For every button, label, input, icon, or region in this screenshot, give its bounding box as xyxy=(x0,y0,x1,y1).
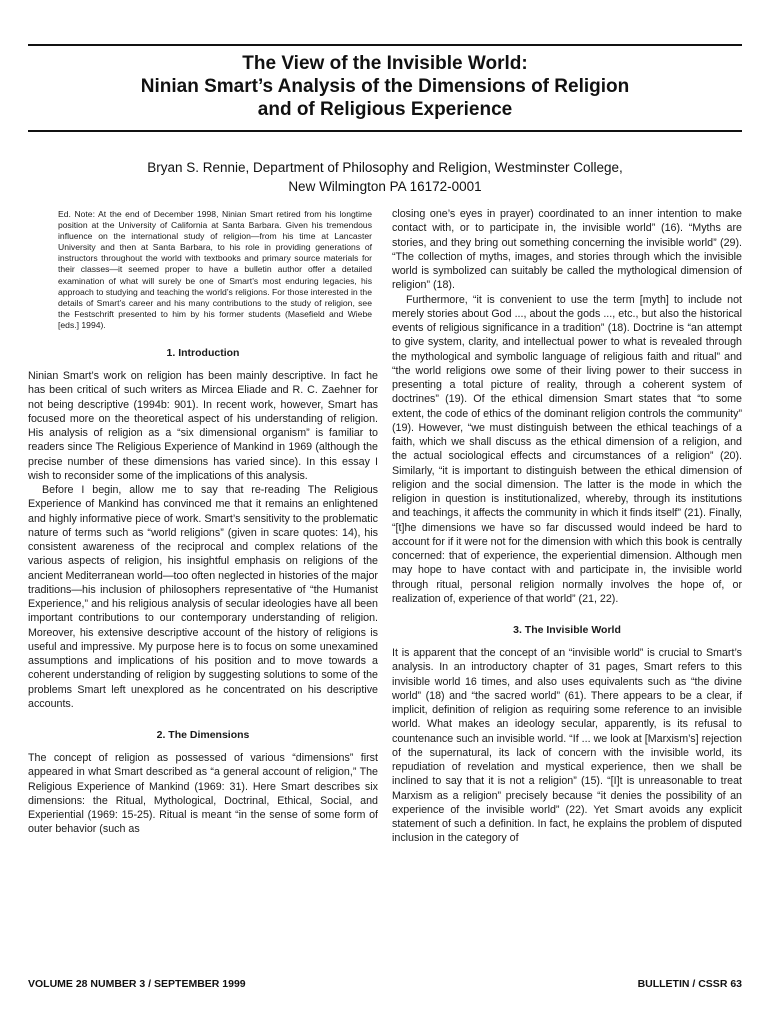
editor-note: Ed. Note: At the end of December 1998, Ninian Smart retired from his longtime position at the University of California at Santa Barbara. Given his tremendous influence on the international study of religion—from his time at Lancaster University and then at Santa Barbara, to his role in providing generations of instructors throughout the world with textbooks and primary source materials for their classes—it seemed proper to have a bulletin author offer a detailed examination of what will surely be one of Smart’s most enduring legacies, his approach to studying and teaching the world’s religions. For those interested in the details of Smart’s career and his many contributions to the study of religion, see the Festschrift presented to him by his former students (Masefield and Wiebe [eds.] 1994). xyxy=(58,209,372,330)
section-heading-invisible-world: 3. The Invisible World xyxy=(513,624,621,636)
dimensions-continued-paragraph-1: closing one’s eyes in prayer) coordinated to an inner intention to make contact with, or to participate in, the invisible world” (16). “Myths are stories, and they bring out something concerning the invisible world” (29). “The collection of myths, images, and stories through which the invisible world is symbolized can suitably be called the mythological dimension of religion” (18). xyxy=(392,208,742,292)
intro-paragraph-1: Ninian Smart’s work on religion has been mainly descriptive. In fact he has been critical of such writers as Mircea Eliade and R. C. Zaehner for not being descriptive (1994b: 901). In recent work, however, Smart has focused more on the theoretical aspect of his understanding of religion. His analysis of religion as a “six dimensional organism” is familiar to readers since The Religious Experience of Mankind in 1969 (although the precise number of these dimensions has varied since). In this essay I wish to reconsider some of the implications of this analysis. xyxy=(28,370,378,482)
author-byline xyxy=(28,158,742,196)
section-heading-introduction: 1. Introduction xyxy=(166,347,240,360)
left-column xyxy=(28,209,378,837)
right-column xyxy=(392,207,742,846)
intro-paragraph-2: Before I begin, allow me to say that re-reading The Religious Experience of Mankind has convinced me that it remains an enlightened and highly informative piece of work. Smart’s sensitivity to the problematic nature of terms such as “world religions” (given in scare quotes: 14), his consistent awareness of the reciprocal and complex relations of the various aspects of religion, his insightful emphasis on religions of the ancient Mediterranean world—too often neglected in histories of the major traditions—his inclusion of philosophers representative of “the Humanist Experience,” and his religious analysis of secular ideologies have all been important contributions to our contemporary understanding of religion. Moreover, his extensive descriptive account of the history of religions is useful and impressive. My purpose here is to focus on some unexamined assumptions and implications of his position and to move towards a coherent understanding of religion by suggesting solutions to some of the problems Smart left unexplored as he concentrated on his descriptive accounts. xyxy=(28,484,378,710)
title-line-2: Ninian Smart’s Analysis of the Dimensions of Religion xyxy=(140,76,630,97)
byline-line-1: Bryan S. Rennie, Department of Philosophy and Religion, Westminster College, xyxy=(147,160,623,175)
dimensions-paragraph-1: The concept of religion as possessed of various “dimensions” first appeared in what Smart described as “a general account of religion,” The Religious Experience of Mankind (1969: 31). Here Smart describes six dimensions: the Ritual, Mythological, Doctrinal, Ethical, Social, and Experiential (1969: 15-25). Ritual is meant “in the sense of some form of outer behavior (such as xyxy=(28,752,378,836)
title-line-3: and of Religious Experience xyxy=(257,99,513,120)
top-rule xyxy=(28,44,742,46)
section-heading-dimensions: 2. The Dimensions xyxy=(156,729,250,742)
dimensions-continued-paragraph-2: Furthermore, “it is convenient to use the term [myth] to include not merely stories about God ..., about the gods ..., etc., but also the historical events of religious significance in a tradition” (18). Doctrine is “an attempt to give system, clarity, and intellectual power to what is revealed through the mythological and symbolic language of religious faith and ritual” and “the world religions owe some of their living power to their success in presenting a total picture of reality, through a coherent system of doctrines” (19). Of the ethical dimension Smart states that “to some extent, the code of ethics of the dominant religion controls the community” (19). However, “we must distinguish between the ethical teachings of a faith, which we shall discuss as the ethical dimension of a religion, and the actual sociological effects and circumstances of a religion” (20). Similarly, “it is important to distinguish between the ethical dimension of religion and the social dimension. The latter is the mode in which the religion in question is institutionalized, whereby, through its institutions and teachings, it affects the community in which it finds itself” (21). Finally, “[t]he dimensions we have so far discussed would indeed be hard to account for if it were not for the dimension with which this book is centrally concerned: that of experience, the experiential dimension. Although men may hope to have contact with and participate in, the invisible world through ritual, personal religion normally involves the hope of, or realization of, experience of that world” (21, 22). xyxy=(392,293,742,605)
footer-page-number: BULLETIN / CSSR 63 xyxy=(637,978,742,990)
footer-volume: VOLUME 28 NUMBER 3 / SEPTEMBER 1999 xyxy=(28,978,246,990)
invisible-world-paragraph-1: It is apparent that the concept of an “invisible world” is crucial to Smart’s analysis. In an introductory chapter of 31 pages, Smart refers to this invisible world 16 times, and also uses equivalents such as “the divine world” (18) and “the sacred world” (61). There appears to be a clear, if implicit, definition of religion as requiring some reference to an invisible world. What makes an ideology secular, apparently, is its refusal to countenance such an invisible world. “If ... we look at [Marxism’s] rejection of the supernatural, its lack of concern with the invisible world, its repudiation of revelation and mystical experience, then we shall be inclined to say that it is not a religion” (15). “[I]t is unreasonable to treat Marxism as a religion” precisely because “it denies the possibility of an experience of the invisible world” (22). Yet Smart avoids any explicit statement of such a definition. In fact, he explains the problem of disputed inclusion in the category of xyxy=(392,647,742,845)
byline-line-2: New Wilmington PA 16172-0001 xyxy=(288,179,482,194)
title-bottom-rule xyxy=(28,130,742,132)
title-line-1: The View of the Invisible World: xyxy=(242,53,528,74)
article-title xyxy=(28,52,742,121)
